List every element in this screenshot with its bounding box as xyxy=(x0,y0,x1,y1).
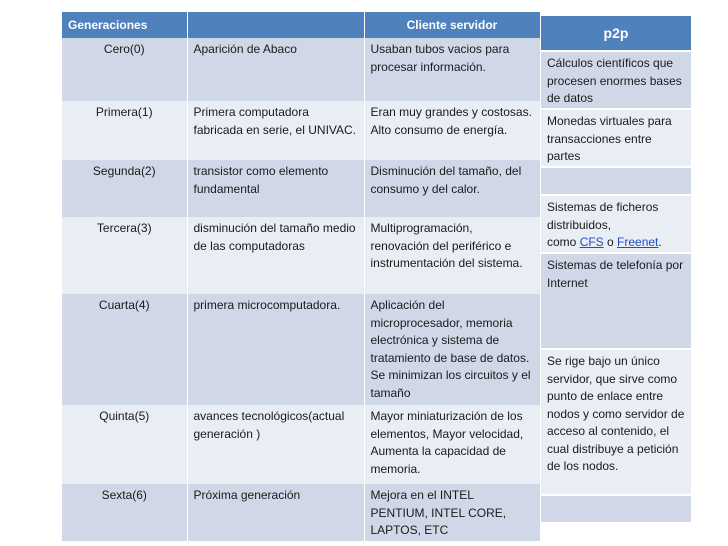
p2p-row xyxy=(541,167,691,195)
p2p-cell: Monedas virtuales para transacciones entre partes xyxy=(541,109,691,167)
generation-description: Próxima generación xyxy=(187,484,364,541)
p2p-row xyxy=(541,109,691,167)
table-row xyxy=(62,38,540,101)
table-row xyxy=(62,294,540,405)
table-row xyxy=(62,160,540,217)
generation-name: Sexta(6) xyxy=(62,484,187,541)
client-server-description: Multiprogramación, renovación del periférico e instrumentación del sistema. xyxy=(364,217,540,294)
p2p-cell: Sistemas de telefonía por Internet xyxy=(541,253,691,349)
client-server-line: Eran muy grandes y costosas. Alto consumo de energía. xyxy=(370,105,532,137)
generation-description: Aparición de Abaco xyxy=(187,38,364,101)
p2p-cell-text: como xyxy=(547,235,580,249)
p2p-row xyxy=(541,349,691,495)
p2p-row xyxy=(541,495,691,523)
generation-name: Segunda(2) xyxy=(62,160,187,217)
freenet-link[interactable]: Freenet xyxy=(617,235,659,249)
p2p-header: p2p xyxy=(541,16,691,51)
client-server-description xyxy=(364,101,540,160)
cfs-link[interactable]: CFS xyxy=(579,235,604,249)
table-row xyxy=(62,405,540,484)
p2p-cell-text: o xyxy=(603,235,618,249)
generations-table xyxy=(62,12,541,541)
p2p-cell-text: Sistemas de ficheros distribuidos, xyxy=(547,200,659,232)
client-server-description: Mejora en el INTEL PENTIUM, INTEL CORE, LAPTOS, ETC xyxy=(364,484,540,541)
generation-name: Primera(1) xyxy=(62,101,187,160)
generation-description: primera microcomputadora. xyxy=(187,294,364,405)
p2p-header-row xyxy=(541,16,691,51)
table-row xyxy=(62,217,540,294)
p2p-cell-distributed-files xyxy=(541,195,691,253)
generation-name: Quinta(5) xyxy=(62,405,187,484)
client-server-description: Usaban tubos vacios para procesar información. xyxy=(364,38,540,101)
p2p-row xyxy=(541,253,691,349)
table-row xyxy=(62,101,540,160)
p2p-cell: Cálculos científicos que procesen enormes bases de datos xyxy=(541,51,691,109)
client-server-description: Mayor miniaturización de los elementos, Mayor velocidad, Aumenta la capacidad de memoria. xyxy=(364,405,540,484)
generation-name: Cuarta(4) xyxy=(62,294,187,405)
generation-description: avances tecnológicos(actual generación ) xyxy=(187,405,364,484)
generation-description: transistor como elemento fundamental xyxy=(187,160,364,217)
p2p-cell-text: . xyxy=(658,235,662,249)
header-description xyxy=(187,12,364,38)
generations-header-row xyxy=(62,12,540,38)
client-server-description: Aplicación del microprocesador, memoria electrónica y sistema de tratamiento de base de datos. Se minimizan los circuitos y el tamaño xyxy=(364,294,540,405)
generation-name: Tercera(3) xyxy=(62,217,187,294)
p2p-cell-empty xyxy=(541,495,691,523)
p2p-row xyxy=(541,51,691,109)
p2p-cell: Se rige bajo un único servidor, que sirve como punto de enlace entre nodos y como servidor de acceso al contenido, el cual distribuye a petición de los nodos. xyxy=(541,349,691,495)
p2p-table xyxy=(541,16,691,524)
generation-description: Primera computadora fabricada en serie, el UNIVAC. xyxy=(187,101,364,160)
client-server-description: Disminución del tamaño, del consumo y del calor. xyxy=(364,160,540,217)
generation-name: Cero(0) xyxy=(62,38,187,101)
p2p-cell-empty xyxy=(541,167,691,195)
header-cliente-servidor: Cliente servidor xyxy=(364,12,540,38)
p2p-row xyxy=(541,195,691,253)
header-generaciones: Generaciones xyxy=(62,12,187,38)
table-row xyxy=(62,484,540,541)
generation-description: disminución del tamaño medio de las computadoras xyxy=(187,217,364,294)
